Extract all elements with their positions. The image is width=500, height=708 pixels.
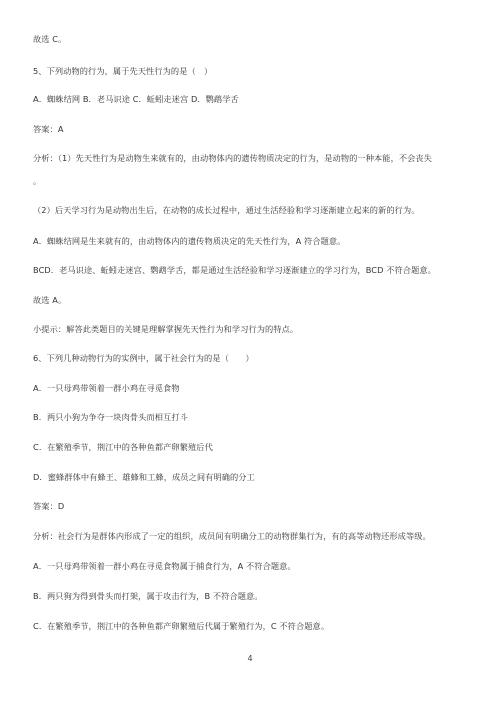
analysis-text: （2）后天学习行为是动物出生后，在动物的成长过程中，通过生活经验和学习逐渐建立起来的新的行为。 <box>33 205 420 215</box>
tip-line: 小提示：解答此类题目的关键是理解掌握先天性行为和学习行为的特点。 <box>33 324 299 334</box>
explanation-line: B．两只狗为得到骨头而打架，属于攻击行为，B 不符合题意。 <box>33 591 263 601</box>
question-5-answer: 答案：A <box>33 124 64 134</box>
question-6-answer: 答案：D <box>33 501 65 511</box>
analysis-text: 分析：社会行为是群体内形成了一定的组织，成员间有明确分工的动物群集行为，有的高等动物还形成等级。 <box>33 531 431 541</box>
question-6-option-b: B．两只小狗为争夺一块肉骨头而相互打斗 <box>33 412 188 422</box>
text-line: 故选 C。 <box>33 34 67 44</box>
question-6-option-c: C．在繁殖季节，荆江中的各种鱼都产卵繁殖后代 <box>33 442 213 452</box>
question-6-option-d: D．蜜蜂群体中有蜂王、雄蜂和工蜂，成员之间有明确的分工 <box>33 472 255 482</box>
question-5-stem: 5、下列动物的行为，属于先天性行为的是（ ） <box>33 66 213 76</box>
explanation-line: BCD．老马识途、蚯蚓走迷宫、鹦鹉学舌，都是通过生活经验和学习逐渐建立的学习行为，BCD 不符合题意。 <box>33 265 436 275</box>
analysis-text-continued: 。 <box>33 176 42 186</box>
page-number: 4 <box>247 654 253 663</box>
question-5-options: A．蜘蛛结网 B．老马识途 C．蚯蚓走迷宫 D．鹦鹉学舌 <box>33 94 239 104</box>
explanation-line: A．蜘蛛结网是生来就有的，由动物体内的遗传物质决定的先天性行为，A 符合题意。 <box>33 236 346 246</box>
explanation-line: A．一只母鸡带领着一群小鸡在寻觅食物属于捕食行为，A 不符合题意。 <box>33 561 296 571</box>
question-6-option-a: A．一只母鸡带领着一群小鸡在寻觅食物 <box>33 383 180 393</box>
explanation-line: C．在繁殖季节，荆江中的各种鱼都产卵繁殖后代属于繁殖行为，C 不符合题意。 <box>33 621 330 631</box>
conclusion-line: 故选 A。 <box>33 295 67 305</box>
question-6-stem: 6、下列几种动物行为的实例中，属于社会行为的是（ ） <box>33 353 254 363</box>
analysis-text: 分析：（1）先天性行为是动物生来就有的，由动物体内的遗传物质决定的行为，是动物的一种本能，不会丧失 <box>33 153 433 163</box>
